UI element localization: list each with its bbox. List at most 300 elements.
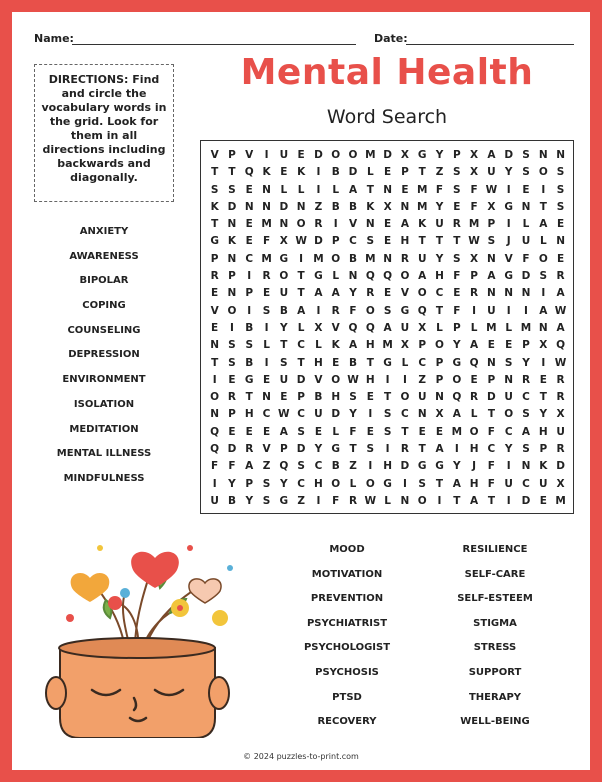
grid-letter[interactable]: P: [297, 391, 305, 404]
grid-letter[interactable]: X: [470, 149, 479, 161]
grid-letter[interactable]: H: [365, 339, 375, 352]
grid-letter[interactable]: H: [331, 391, 341, 404]
grid-letter[interactable]: Q: [279, 460, 289, 473]
grid-letter[interactable]: Z: [297, 494, 305, 507]
grid-letter[interactable]: E: [245, 235, 253, 248]
grid-letter[interactable]: L: [349, 477, 357, 490]
grid-letter[interactable]: A: [539, 304, 548, 317]
grid-letter[interactable]: E: [470, 373, 478, 386]
grid-letter[interactable]: I: [316, 494, 321, 507]
grid-letter[interactable]: S: [383, 425, 392, 438]
grid-letter[interactable]: E: [539, 494, 547, 507]
grid-letter[interactable]: A: [487, 149, 496, 161]
grid-letter[interactable]: S: [504, 356, 513, 369]
grid-letter[interactable]: W: [278, 408, 290, 421]
grid-letter[interactable]: V: [262, 443, 271, 456]
grid-letter[interactable]: S: [228, 356, 236, 369]
grid-letter[interactable]: T: [539, 391, 547, 404]
grid-letter[interactable]: G: [383, 477, 392, 490]
grid-letter[interactable]: E: [297, 149, 305, 161]
grid-letter[interactable]: A: [400, 218, 409, 231]
grid-letter[interactable]: A: [470, 494, 479, 507]
grid-letter[interactable]: U: [435, 218, 444, 231]
grid-letter[interactable]: R: [400, 443, 409, 456]
grid-letter[interactable]: P: [210, 252, 219, 265]
grid-letter[interactable]: X: [470, 252, 479, 265]
grid-letter[interactable]: E: [487, 339, 495, 352]
grid-letter[interactable]: S: [522, 149, 530, 161]
grid-letter[interactable]: S: [262, 477, 271, 490]
grid-letter[interactable]: B: [314, 391, 323, 404]
grid-letter[interactable]: X: [400, 339, 409, 352]
grid-letter[interactable]: R: [366, 287, 375, 300]
grid-letter[interactable]: D: [521, 270, 531, 283]
grid-letter[interactable]: I: [264, 321, 269, 334]
grid-letter[interactable]: C: [314, 460, 323, 473]
grid-letter[interactable]: R: [262, 270, 271, 283]
grid-letter[interactable]: S: [297, 460, 305, 473]
grid-letter[interactable]: N: [262, 200, 271, 213]
grid-letter[interactable]: Y: [539, 408, 548, 421]
grid-letter[interactable]: Y: [453, 460, 461, 473]
grid-letter[interactable]: S: [539, 270, 548, 283]
grid-letter[interactable]: G: [244, 373, 254, 386]
grid-letter[interactable]: I: [212, 373, 217, 386]
grid-letter[interactable]: P: [245, 287, 254, 300]
grid-letter[interactable]: X: [279, 235, 288, 248]
grid-letter[interactable]: O: [504, 408, 514, 421]
grid-letter[interactable]: T: [228, 166, 236, 179]
grid-letter[interactable]: T: [384, 391, 392, 404]
grid-letter[interactable]: B: [349, 252, 358, 265]
grid-letter[interactable]: K: [331, 339, 340, 352]
grid-letter[interactable]: S: [245, 339, 254, 352]
grid-letter[interactable]: P: [487, 218, 496, 231]
name-line[interactable]: [72, 44, 356, 45]
grid-letter[interactable]: I: [472, 304, 477, 317]
grid-letter[interactable]: N: [400, 200, 410, 213]
letter-grid[interactable]: [206, 147, 569, 510]
grid-letter[interactable]: Y: [280, 477, 288, 490]
grid-letter[interactable]: I: [247, 304, 252, 317]
grid-letter[interactable]: S: [522, 443, 530, 456]
grid-letter[interactable]: L: [470, 321, 478, 334]
grid-letter[interactable]: Q: [365, 321, 375, 334]
grid-letter[interactable]: E: [505, 339, 513, 352]
grid-letter[interactable]: Q: [556, 339, 566, 352]
grid-letter[interactable]: I: [264, 149, 269, 161]
grid-letter[interactable]: N: [227, 252, 237, 265]
grid-letter[interactable]: I: [454, 443, 459, 456]
grid-letter[interactable]: C: [522, 477, 530, 490]
grid-letter[interactable]: G: [383, 356, 392, 369]
grid-letter[interactable]: L: [280, 183, 288, 196]
grid-letter[interactable]: A: [348, 339, 358, 352]
grid-letter[interactable]: O: [331, 477, 341, 490]
grid-letter[interactable]: U: [279, 149, 289, 161]
grid-letter[interactable]: F: [470, 183, 478, 196]
grid-letter[interactable]: T: [539, 200, 547, 213]
grid-letter[interactable]: L: [297, 183, 305, 196]
grid-letter[interactable]: G: [504, 270, 513, 283]
grid-letter[interactable]: C: [245, 252, 254, 265]
grid-letter[interactable]: T: [453, 235, 461, 248]
grid-letter[interactable]: R: [470, 391, 479, 404]
grid-letter[interactable]: O: [331, 149, 341, 161]
grid-letter[interactable]: E: [245, 218, 253, 231]
grid-letter[interactable]: C: [401, 408, 409, 421]
grid-letter[interactable]: A: [539, 218, 548, 231]
grid-letter[interactable]: O: [296, 218, 306, 231]
grid-letter[interactable]: Y: [349, 287, 357, 300]
grid-letter[interactable]: D: [227, 200, 237, 213]
grid-letter[interactable]: V: [400, 287, 409, 300]
grid-letter[interactable]: B: [245, 321, 254, 334]
grid-letter[interactable]: I: [316, 304, 321, 317]
grid-letter[interactable]: S: [210, 183, 219, 196]
grid-letter[interactable]: F: [487, 477, 495, 490]
grid-letter[interactable]: M: [555, 494, 566, 507]
grid-letter[interactable]: Q: [452, 391, 462, 404]
grid-letter[interactable]: L: [505, 321, 513, 334]
grid-letter[interactable]: A: [452, 477, 461, 490]
grid-letter[interactable]: X: [314, 321, 323, 334]
grid-letter[interactable]: M: [416, 200, 428, 213]
grid-letter[interactable]: E: [366, 391, 374, 404]
grid-letter[interactable]: I: [247, 270, 252, 283]
grid-letter[interactable]: Y: [245, 494, 254, 507]
grid-letter[interactable]: A: [487, 270, 496, 283]
grid-letter[interactable]: E: [556, 252, 565, 265]
grid-letter[interactable]: H: [400, 235, 410, 248]
grid-letter[interactable]: G: [417, 460, 427, 473]
grid-letter[interactable]: X: [435, 408, 444, 421]
grid-letter[interactable]: P: [470, 270, 478, 283]
grid-letter[interactable]: Y: [522, 356, 530, 369]
grid-letter[interactable]: I: [402, 477, 407, 490]
grid-letter[interactable]: R: [400, 252, 409, 265]
grid-letter[interactable]: R: [348, 494, 358, 507]
grid-letter[interactable]: B: [349, 200, 358, 213]
grid-letter[interactable]: P: [279, 443, 288, 456]
grid-letter[interactable]: T: [366, 356, 374, 369]
grid-letter[interactable]: E: [453, 200, 461, 213]
grid-letter[interactable]: E: [262, 373, 271, 386]
grid-letter[interactable]: H: [314, 477, 323, 490]
grid-letter[interactable]: V: [504, 252, 513, 265]
grid-letter[interactable]: D: [487, 391, 496, 404]
grid-letter[interactable]: I: [368, 408, 373, 421]
grid-letter[interactable]: G: [435, 460, 444, 473]
grid-letter[interactable]: L: [470, 408, 478, 421]
grid-letter[interactable]: C: [349, 235, 357, 248]
grid-letter[interactable]: E: [262, 425, 271, 438]
grid-letter[interactable]: Q: [244, 166, 254, 179]
grid-letter[interactable]: A: [556, 321, 565, 334]
grid-letter[interactable]: O: [435, 339, 444, 352]
grid-letter[interactable]: U: [417, 391, 427, 404]
grid-letter[interactable]: G: [210, 235, 219, 248]
grid-letter[interactable]: I: [541, 183, 546, 196]
grid-letter[interactable]: N: [279, 218, 289, 231]
grid-letter[interactable]: T: [349, 443, 357, 456]
grid-letter[interactable]: E: [401, 183, 409, 196]
grid-letter[interactable]: I: [229, 321, 234, 334]
grid-letter[interactable]: P: [418, 339, 427, 352]
grid-letter[interactable]: P: [487, 373, 496, 386]
grid-letter[interactable]: I: [385, 443, 390, 456]
grid-letter[interactable]: G: [331, 443, 341, 456]
grid-letter[interactable]: R: [521, 373, 531, 386]
grid-letter[interactable]: S: [280, 356, 288, 369]
grid-letter[interactable]: B: [331, 166, 340, 179]
grid-letter[interactable]: M: [313, 252, 324, 265]
grid-letter[interactable]: T: [435, 304, 444, 317]
grid-letter[interactable]: S: [228, 339, 236, 352]
grid-letter[interactable]: K: [262, 166, 271, 179]
date-line[interactable]: [406, 44, 574, 45]
grid-letter[interactable]: F: [522, 252, 530, 265]
grid-letter[interactable]: S: [228, 183, 236, 196]
grid-letter[interactable]: I: [316, 166, 321, 179]
grid-letter[interactable]: W: [554, 304, 567, 317]
grid-letter[interactable]: T: [435, 477, 444, 490]
grid-letter[interactable]: X: [418, 321, 427, 334]
grid-letter[interactable]: O: [400, 391, 410, 404]
grid-letter[interactable]: L: [332, 425, 340, 438]
grid-letter[interactable]: L: [332, 183, 340, 196]
grid-letter[interactable]: U: [504, 477, 513, 490]
grid-letter[interactable]: N: [244, 200, 254, 213]
grid-letter[interactable]: S: [556, 166, 565, 179]
grid-letter[interactable]: Y: [228, 477, 236, 490]
grid-letter[interactable]: P: [452, 149, 461, 161]
grid-letter[interactable]: I: [264, 356, 269, 369]
grid-letter[interactable]: N: [556, 149, 565, 161]
grid-letter[interactable]: T: [245, 391, 253, 404]
grid-letter[interactable]: M: [365, 149, 376, 161]
grid-letter[interactable]: D: [331, 408, 341, 421]
grid-letter[interactable]: M: [261, 252, 272, 265]
grid-letter[interactable]: L: [263, 339, 270, 352]
grid-letter[interactable]: L: [297, 321, 305, 334]
grid-letter[interactable]: V: [210, 304, 219, 317]
grid-letter[interactable]: D: [556, 460, 565, 473]
grid-letter[interactable]: O: [210, 391, 220, 404]
grid-letter[interactable]: R: [227, 391, 236, 404]
grid-letter[interactable]: N: [227, 218, 237, 231]
grid-letter[interactable]: N: [538, 321, 548, 334]
grid-letter[interactable]: U: [504, 391, 513, 404]
grid-letter[interactable]: A: [452, 408, 461, 421]
grid-letter[interactable]: O: [400, 270, 410, 283]
grid-letter[interactable]: E: [211, 321, 219, 334]
grid-letter[interactable]: N: [538, 149, 548, 161]
grid-letter[interactable]: M: [451, 425, 463, 438]
grid-letter[interactable]: D: [504, 149, 514, 161]
grid-letter[interactable]: I: [506, 183, 511, 196]
grid-letter[interactable]: E: [384, 235, 392, 248]
grid-letter[interactable]: P: [245, 477, 254, 490]
grid-letter[interactable]: X: [470, 166, 479, 179]
grid-letter[interactable]: W: [347, 373, 359, 386]
grid-letter[interactable]: Q: [210, 443, 220, 456]
grid-letter[interactable]: E: [384, 218, 392, 231]
grid-letter[interactable]: A: [348, 183, 358, 196]
grid-letter[interactable]: I: [385, 373, 390, 386]
grid-letter[interactable]: P: [539, 443, 548, 456]
grid-letter[interactable]: N: [504, 373, 514, 386]
grid-letter[interactable]: O: [331, 373, 341, 386]
grid-letter[interactable]: H: [365, 373, 375, 386]
grid-letter[interactable]: X: [539, 339, 548, 352]
grid-letter[interactable]: F: [453, 270, 461, 283]
grid-letter[interactable]: S: [453, 252, 461, 265]
grid-letter[interactable]: E: [522, 183, 530, 196]
grid-letter[interactable]: A: [521, 425, 531, 438]
grid-letter[interactable]: A: [245, 460, 254, 473]
grid-letter[interactable]: I: [212, 477, 217, 490]
grid-letter[interactable]: R: [245, 443, 254, 456]
grid-letter[interactable]: U: [521, 235, 531, 248]
grid-letter[interactable]: V: [314, 373, 323, 386]
grid-letter[interactable]: Z: [418, 373, 427, 386]
grid-letter[interactable]: E: [280, 166, 288, 179]
grid-letter[interactable]: N: [210, 339, 220, 352]
grid-letter[interactable]: N: [400, 494, 410, 507]
grid-letter[interactable]: Q: [365, 270, 375, 283]
grid-letter[interactable]: I: [368, 460, 373, 473]
grid-letter[interactable]: U: [279, 373, 289, 386]
grid-letter[interactable]: T: [487, 408, 495, 421]
grid-letter[interactable]: C: [297, 408, 305, 421]
grid-letter[interactable]: B: [227, 494, 236, 507]
grid-letter[interactable]: H: [314, 356, 323, 369]
grid-letter[interactable]: U: [314, 408, 323, 421]
grid-letter[interactable]: Y: [280, 321, 288, 334]
grid-letter[interactable]: T: [297, 356, 305, 369]
grid-letter[interactable]: N: [417, 408, 427, 421]
grid-letter[interactable]: O: [469, 425, 479, 438]
grid-letter[interactable]: D: [296, 443, 306, 456]
grid-letter[interactable]: I: [506, 460, 511, 473]
grid-letter[interactable]: M: [261, 218, 272, 231]
grid-letter[interactable]: B: [279, 304, 288, 317]
grid-letter[interactable]: I: [506, 494, 511, 507]
grid-letter[interactable]: L: [522, 218, 530, 231]
grid-letter[interactable]: C: [262, 408, 271, 421]
grid-letter[interactable]: V: [331, 321, 340, 334]
grid-letter[interactable]: L: [436, 321, 443, 334]
grid-letter[interactable]: S: [366, 443, 375, 456]
grid-letter[interactable]: E: [384, 166, 392, 179]
grid-letter[interactable]: S: [522, 166, 530, 179]
grid-letter[interactable]: C: [435, 287, 444, 300]
grid-letter[interactable]: H: [435, 270, 444, 283]
grid-letter[interactable]: P: [228, 408, 236, 421]
grid-letter[interactable]: N: [262, 391, 271, 404]
grid-letter[interactable]: S: [383, 304, 392, 317]
grid-letter[interactable]: D: [314, 235, 323, 248]
grid-letter[interactable]: T: [453, 494, 461, 507]
grid-letter[interactable]: C: [297, 477, 305, 490]
grid-letter[interactable]: E: [262, 287, 271, 300]
grid-letter[interactable]: K: [539, 460, 548, 473]
grid-letter[interactable]: O: [417, 287, 427, 300]
grid-letter[interactable]: S: [556, 200, 565, 213]
grid-letter[interactable]: T: [297, 287, 305, 300]
grid-letter[interactable]: T: [211, 356, 219, 369]
grid-letter[interactable]: N: [556, 235, 565, 248]
grid-letter[interactable]: N: [521, 200, 531, 213]
grid-letter[interactable]: E: [418, 425, 426, 438]
grid-letter[interactable]: E: [245, 183, 253, 196]
grid-letter[interactable]: M: [468, 218, 480, 231]
grid-letter[interactable]: C: [297, 339, 305, 352]
grid-letter[interactable]: O: [417, 494, 427, 507]
grid-letter[interactable]: I: [333, 218, 338, 231]
grid-letter[interactable]: R: [556, 373, 565, 386]
grid-letter[interactable]: E: [228, 425, 236, 438]
grid-letter[interactable]: T: [418, 443, 426, 456]
grid-letter[interactable]: P: [435, 373, 444, 386]
grid-letter[interactable]: J: [472, 460, 477, 473]
grid-letter[interactable]: D: [279, 200, 289, 213]
grid-letter[interactable]: D: [314, 149, 323, 161]
grid-letter[interactable]: F: [487, 460, 495, 473]
grid-letter[interactable]: O: [538, 252, 548, 265]
grid-letter[interactable]: W: [468, 235, 480, 248]
grid-letter[interactable]: N: [262, 183, 271, 196]
grid-letter[interactable]: N: [383, 183, 393, 196]
grid-letter[interactable]: J: [506, 235, 511, 248]
grid-letter[interactable]: L: [539, 235, 547, 248]
grid-letter[interactable]: Z: [314, 200, 323, 213]
grid-letter[interactable]: Y: [504, 443, 513, 456]
grid-letter[interactable]: E: [453, 287, 461, 300]
grid-letter[interactable]: U: [400, 321, 410, 334]
grid-letter[interactable]: I: [437, 494, 442, 507]
grid-letter[interactable]: W: [485, 183, 498, 196]
grid-letter[interactable]: P: [522, 339, 530, 352]
grid-letter[interactable]: T: [280, 339, 288, 352]
grid-letter[interactable]: M: [382, 339, 393, 352]
grid-letter[interactable]: S: [453, 166, 461, 179]
grid-letter[interactable]: N: [487, 252, 496, 265]
grid-letter[interactable]: U: [210, 494, 219, 507]
grid-letter[interactable]: G: [279, 494, 289, 507]
grid-letter[interactable]: L: [366, 166, 374, 179]
grid-letter[interactable]: N: [210, 408, 220, 421]
grid-letter[interactable]: M: [520, 321, 532, 334]
grid-letter[interactable]: Q: [210, 425, 220, 438]
grid-letter[interactable]: S: [453, 183, 461, 196]
grid-letter[interactable]: E: [228, 373, 236, 386]
grid-letter[interactable]: R: [556, 443, 565, 456]
grid-letter[interactable]: X: [383, 200, 392, 213]
grid-letter[interactable]: H: [383, 460, 393, 473]
grid-letter[interactable]: Y: [435, 252, 444, 265]
grid-letter[interactable]: A: [418, 270, 427, 283]
grid-letter[interactable]: Q: [348, 321, 358, 334]
grid-letter[interactable]: D: [521, 494, 531, 507]
grid-letter[interactable]: K: [227, 235, 237, 248]
grid-letter[interactable]: O: [227, 304, 237, 317]
grid-letter[interactable]: R: [314, 218, 323, 231]
grid-letter[interactable]: N: [348, 270, 358, 283]
grid-letter[interactable]: N: [521, 287, 531, 300]
grid-letter[interactable]: A: [297, 304, 306, 317]
